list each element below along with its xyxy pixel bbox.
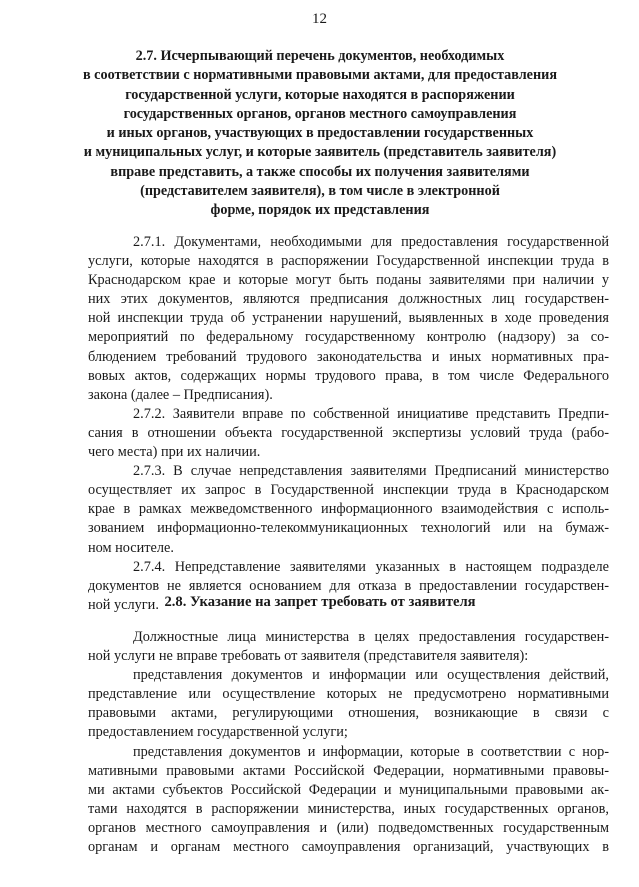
text-line: 2.7.2. Заявители вправе по собственной инициативе представить Предпи- — [133, 405, 609, 422]
heading-line: (представителем заявителя), в том числе в электронной — [140, 183, 500, 200]
text-line: сания в отношении объекта государственной экспертизы условий труда (рабо- — [88, 424, 609, 441]
heading-line: государственных органов, органов местного самоуправления — [123, 105, 517, 122]
text-line: Должностные лица министерства в целях предоставления государствен- — [133, 629, 609, 645]
text-line: предоставлением государственной услуги; — [88, 724, 348, 741]
section-2-7-heading — [70, 47, 570, 221]
text-line: представления документов и информации, которые в соответствии с нор- — [133, 743, 609, 760]
heading-line: вправе представить, а также способы их получения заявителями — [110, 163, 530, 180]
text-line: тами находятся в распоряжении министерства, иных государственных органов, — [88, 800, 609, 817]
text-line: мативными правовыми актами Российской Федерации, нормативными правовы- — [88, 762, 609, 779]
section-2-7-body — [88, 233, 609, 615]
heading-line: 2.7. Исчерпывающий перечень документов, необходимых — [135, 48, 505, 64]
text-line: представление или осуществление которых не предусмотрено нормативными — [88, 686, 609, 703]
text-line: ной услуги не вправе требовать от заявителя (представителя заявителя): — [88, 648, 529, 665]
text-line: ной инспекции труда об устранении нарушений, выявленных в ходе проведения — [88, 310, 609, 327]
heading-line: 2.8. Указание на запрет требовать от заявителя — [164, 594, 476, 610]
text-line: документов не является основанием для отказа в предоставлении государствен- — [88, 577, 609, 594]
text-line: ной услуги. — [88, 596, 159, 613]
heading-line: форме, порядок их представления — [210, 202, 430, 219]
text-line: осуществляет их запрос в Государственной инспекции труда в Краснодарском — [88, 482, 609, 499]
text-line: них этих документов, являются предписания должностных лиц государствен- — [88, 291, 609, 308]
text-line: зованием информационно-телекоммуникационных технологий или на бумаж- — [88, 520, 609, 537]
text-line: блюдением требований трудового законодательства и иных нормативных пра- — [88, 348, 609, 365]
text-line: ном носителе. — [88, 539, 174, 556]
text-line: ми актами субъектов Российской Федерации и муниципальными правовыми ак- — [88, 781, 609, 798]
text-line: представления документов и информации или осуществления действий, — [133, 667, 609, 684]
text-line: органам и органам местного самоуправления организаций, участвующих в — [88, 839, 609, 856]
text-line: вовых актов, содержащих нормы трудового права, в том числе Федерального — [88, 367, 609, 384]
text-line: 2.7.1. Документами, необходимыми для предоставления государственной — [133, 234, 609, 250]
heading-line: в соответствии с нормативными правовыми актами, для предоставления — [82, 67, 558, 84]
section-2-8-body — [88, 628, 609, 857]
section-2-8-heading — [70, 593, 570, 612]
heading-line: и муниципальных услуг, и которые заявитель (представитель заявителя) — [83, 144, 557, 161]
text-line: мероприятий по федеральному государственному контролю (надзору) за со- — [88, 329, 609, 346]
page-number: 12 — [312, 11, 327, 27]
heading-line: и иных органов, участвующих в предоставлении государственных — [106, 125, 534, 142]
text-line: 2.7.3. В случае непредставления заявителями Предписаний министерство — [133, 463, 609, 480]
text-line: 2.7.4. Непредставление заявителями указанных в настоящем подразделе — [133, 558, 609, 575]
text-line: правовыми актами, регулирующими отношения, возникающие в связи с — [88, 705, 609, 722]
text-line: чего места) при их наличии. — [88, 444, 261, 461]
text-line: органов местного самоуправления и (или) подведомственных государственным — [88, 819, 609, 836]
text-line: услуги, которые находятся в распоряжении Государственной инспекции труда в — [88, 253, 609, 270]
text-line: крае в рамках межведомственного информационного взаимодействия с исполь- — [88, 501, 609, 518]
text-line: Краснодарском крае и которые могут быть поданы заявителями при наличии у — [88, 272, 609, 289]
heading-line: государственной услуги, которые находятся в распоряжении — [125, 86, 515, 103]
text-line: закона (далее – Предписания). — [88, 386, 273, 403]
